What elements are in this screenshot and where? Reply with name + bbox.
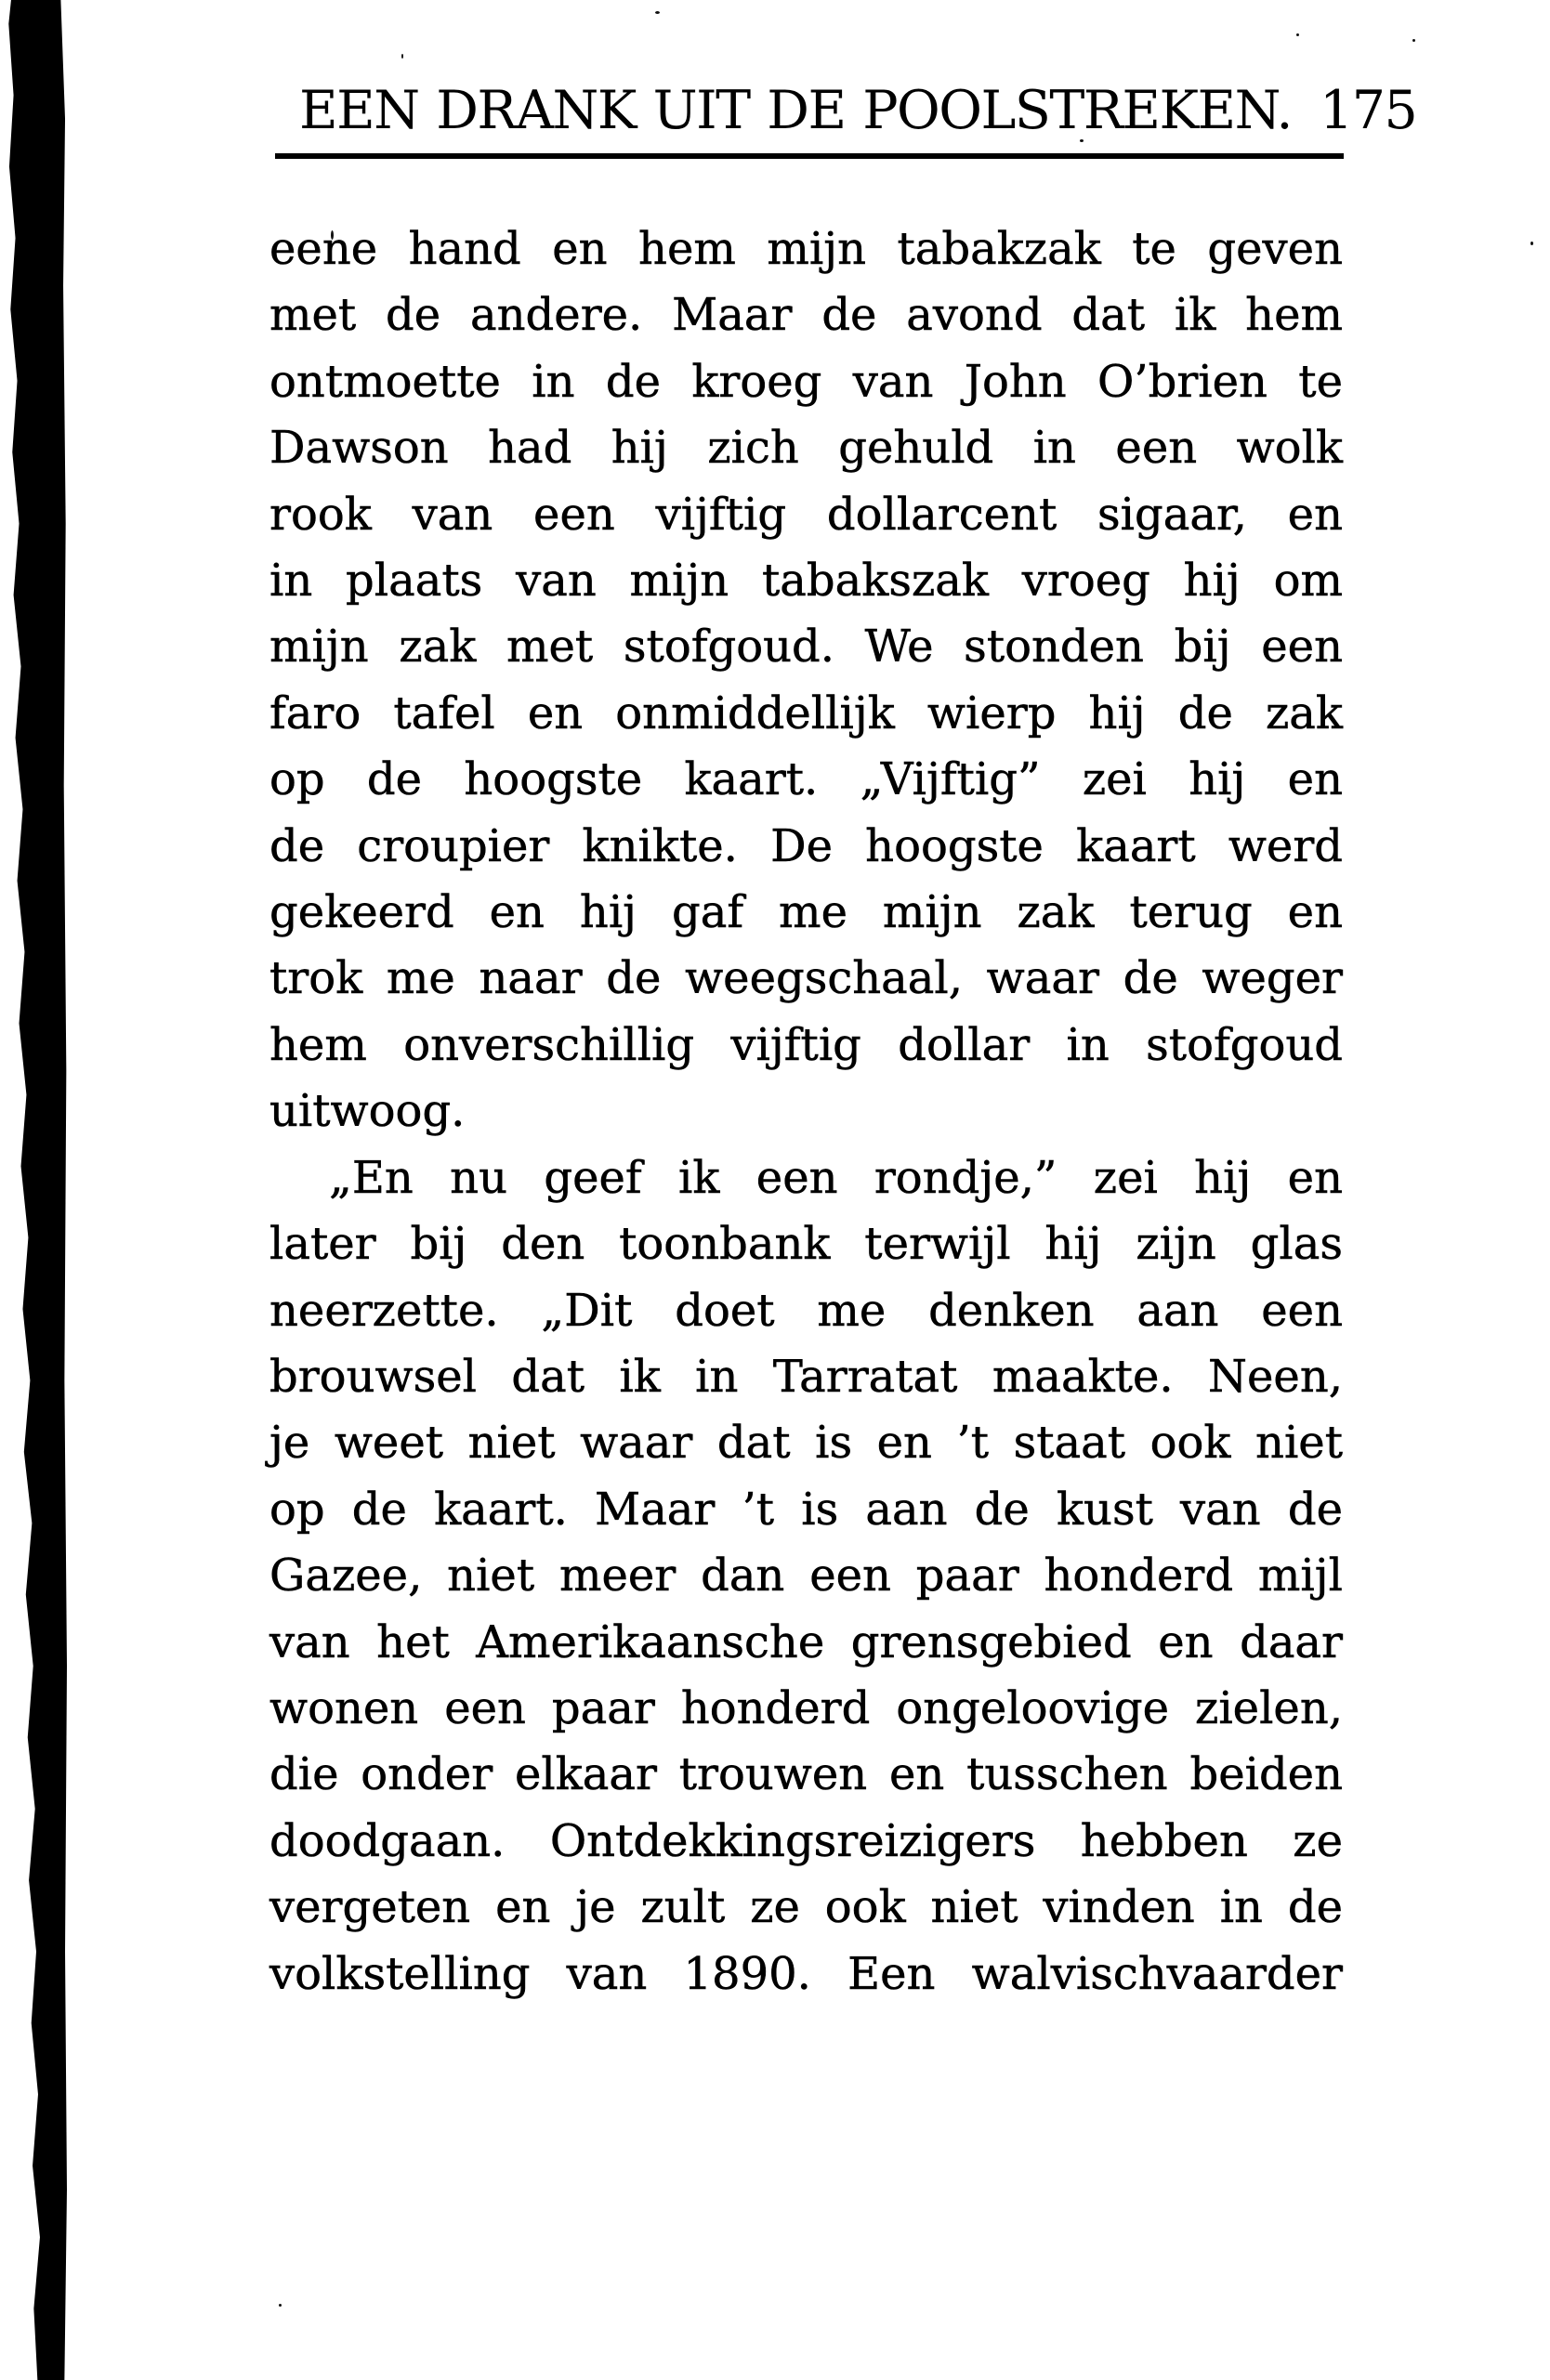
- page-number: 175: [1319, 80, 1417, 141]
- text-line: vergeten en je zult ze ook niet vinden in de: [269, 1881, 1343, 1934]
- text-line: faro tafel en onmiddellijk wierp hij de zak: [269, 687, 1343, 739]
- text-line: brouwsel dat ik in Tarratat maakte. Neen,: [269, 1350, 1343, 1403]
- text-line: rook van een vijftig dollarcent sigaar, en: [269, 488, 1343, 541]
- text-line: met de andere. Maar de avond dat ik hem: [269, 289, 1343, 342]
- text-line: eene hand en hem mijn tabakzak te geven: [269, 223, 1343, 275]
- text-line: op de kaart. Maar ’t is aan de kust van de: [269, 1483, 1343, 1536]
- binding-edge: [6, 0, 67, 2380]
- text-line: ontmoette in de kroeg van John O’brien te: [269, 355, 1343, 408]
- text-line: doodgaan. Ontdekkingsreizigers hebben ze: [269, 1814, 1343, 1867]
- text-line: uitwoog.: [269, 1085, 466, 1138]
- text-line: gekeerd en hij gaf me mijn zak terug en: [269, 886, 1343, 939]
- text-line: in plaats van mijn tabakszak vroeg hij om: [269, 555, 1343, 608]
- text-line: de croupier knikte. De hoogste kaart werd: [269, 819, 1343, 872]
- scan-speck: [1530, 242, 1533, 245]
- text-line: op de hoogste kaart. „Vijftig” zei hij en: [269, 753, 1343, 806]
- text-line: volkstelling van 1890. Een walvischvaarder: [269, 1947, 1343, 2000]
- text-line: mijn zak met stofgoud. We stonden bij een: [269, 621, 1343, 673]
- text-line: later bij den toonbank terwijl hij zijn glas: [269, 1218, 1343, 1271]
- text-line: Dawson had hij zich gehuld in een wolk: [269, 422, 1343, 475]
- text-line: hem onverschillig vijftig dollar in stofgoud: [269, 1018, 1343, 1071]
- text-line: die onder elkaar trouwen en tusschen beiden: [269, 1748, 1343, 1801]
- text-line: trok me naar de weegschaal, waar de weger: [269, 952, 1343, 1005]
- text-line: je weet niet waar dat is en ’t staat ook niet: [269, 1417, 1343, 1470]
- running-title: EEN DRANK UIT DE POOLSTREKEN.: [299, 80, 1292, 141]
- text-line: „En nu geef ik een rondje,” zei hij en: [329, 1151, 1343, 1204]
- page-text: [269, 216, 1343, 2007]
- scan-speck: [401, 54, 403, 59]
- text-line: neerzette. „Dit doet me denken aan een: [269, 1284, 1343, 1337]
- page-header: [268, 80, 1417, 141]
- text-line: Gazee, niet meer dan een paar honderd mijl: [269, 1550, 1343, 1602]
- text-line: van het Amerikaansche grensgebied en daar: [269, 1615, 1343, 1668]
- scan-speck: [1296, 33, 1299, 36]
- scan-speck: [655, 11, 660, 14]
- header-rule: [275, 153, 1344, 159]
- text-line: wonen een paar honderd ongeloovige zielen,: [269, 1681, 1343, 1734]
- scan-speck: [279, 2304, 282, 2307]
- scan-speck: [1412, 39, 1415, 42]
